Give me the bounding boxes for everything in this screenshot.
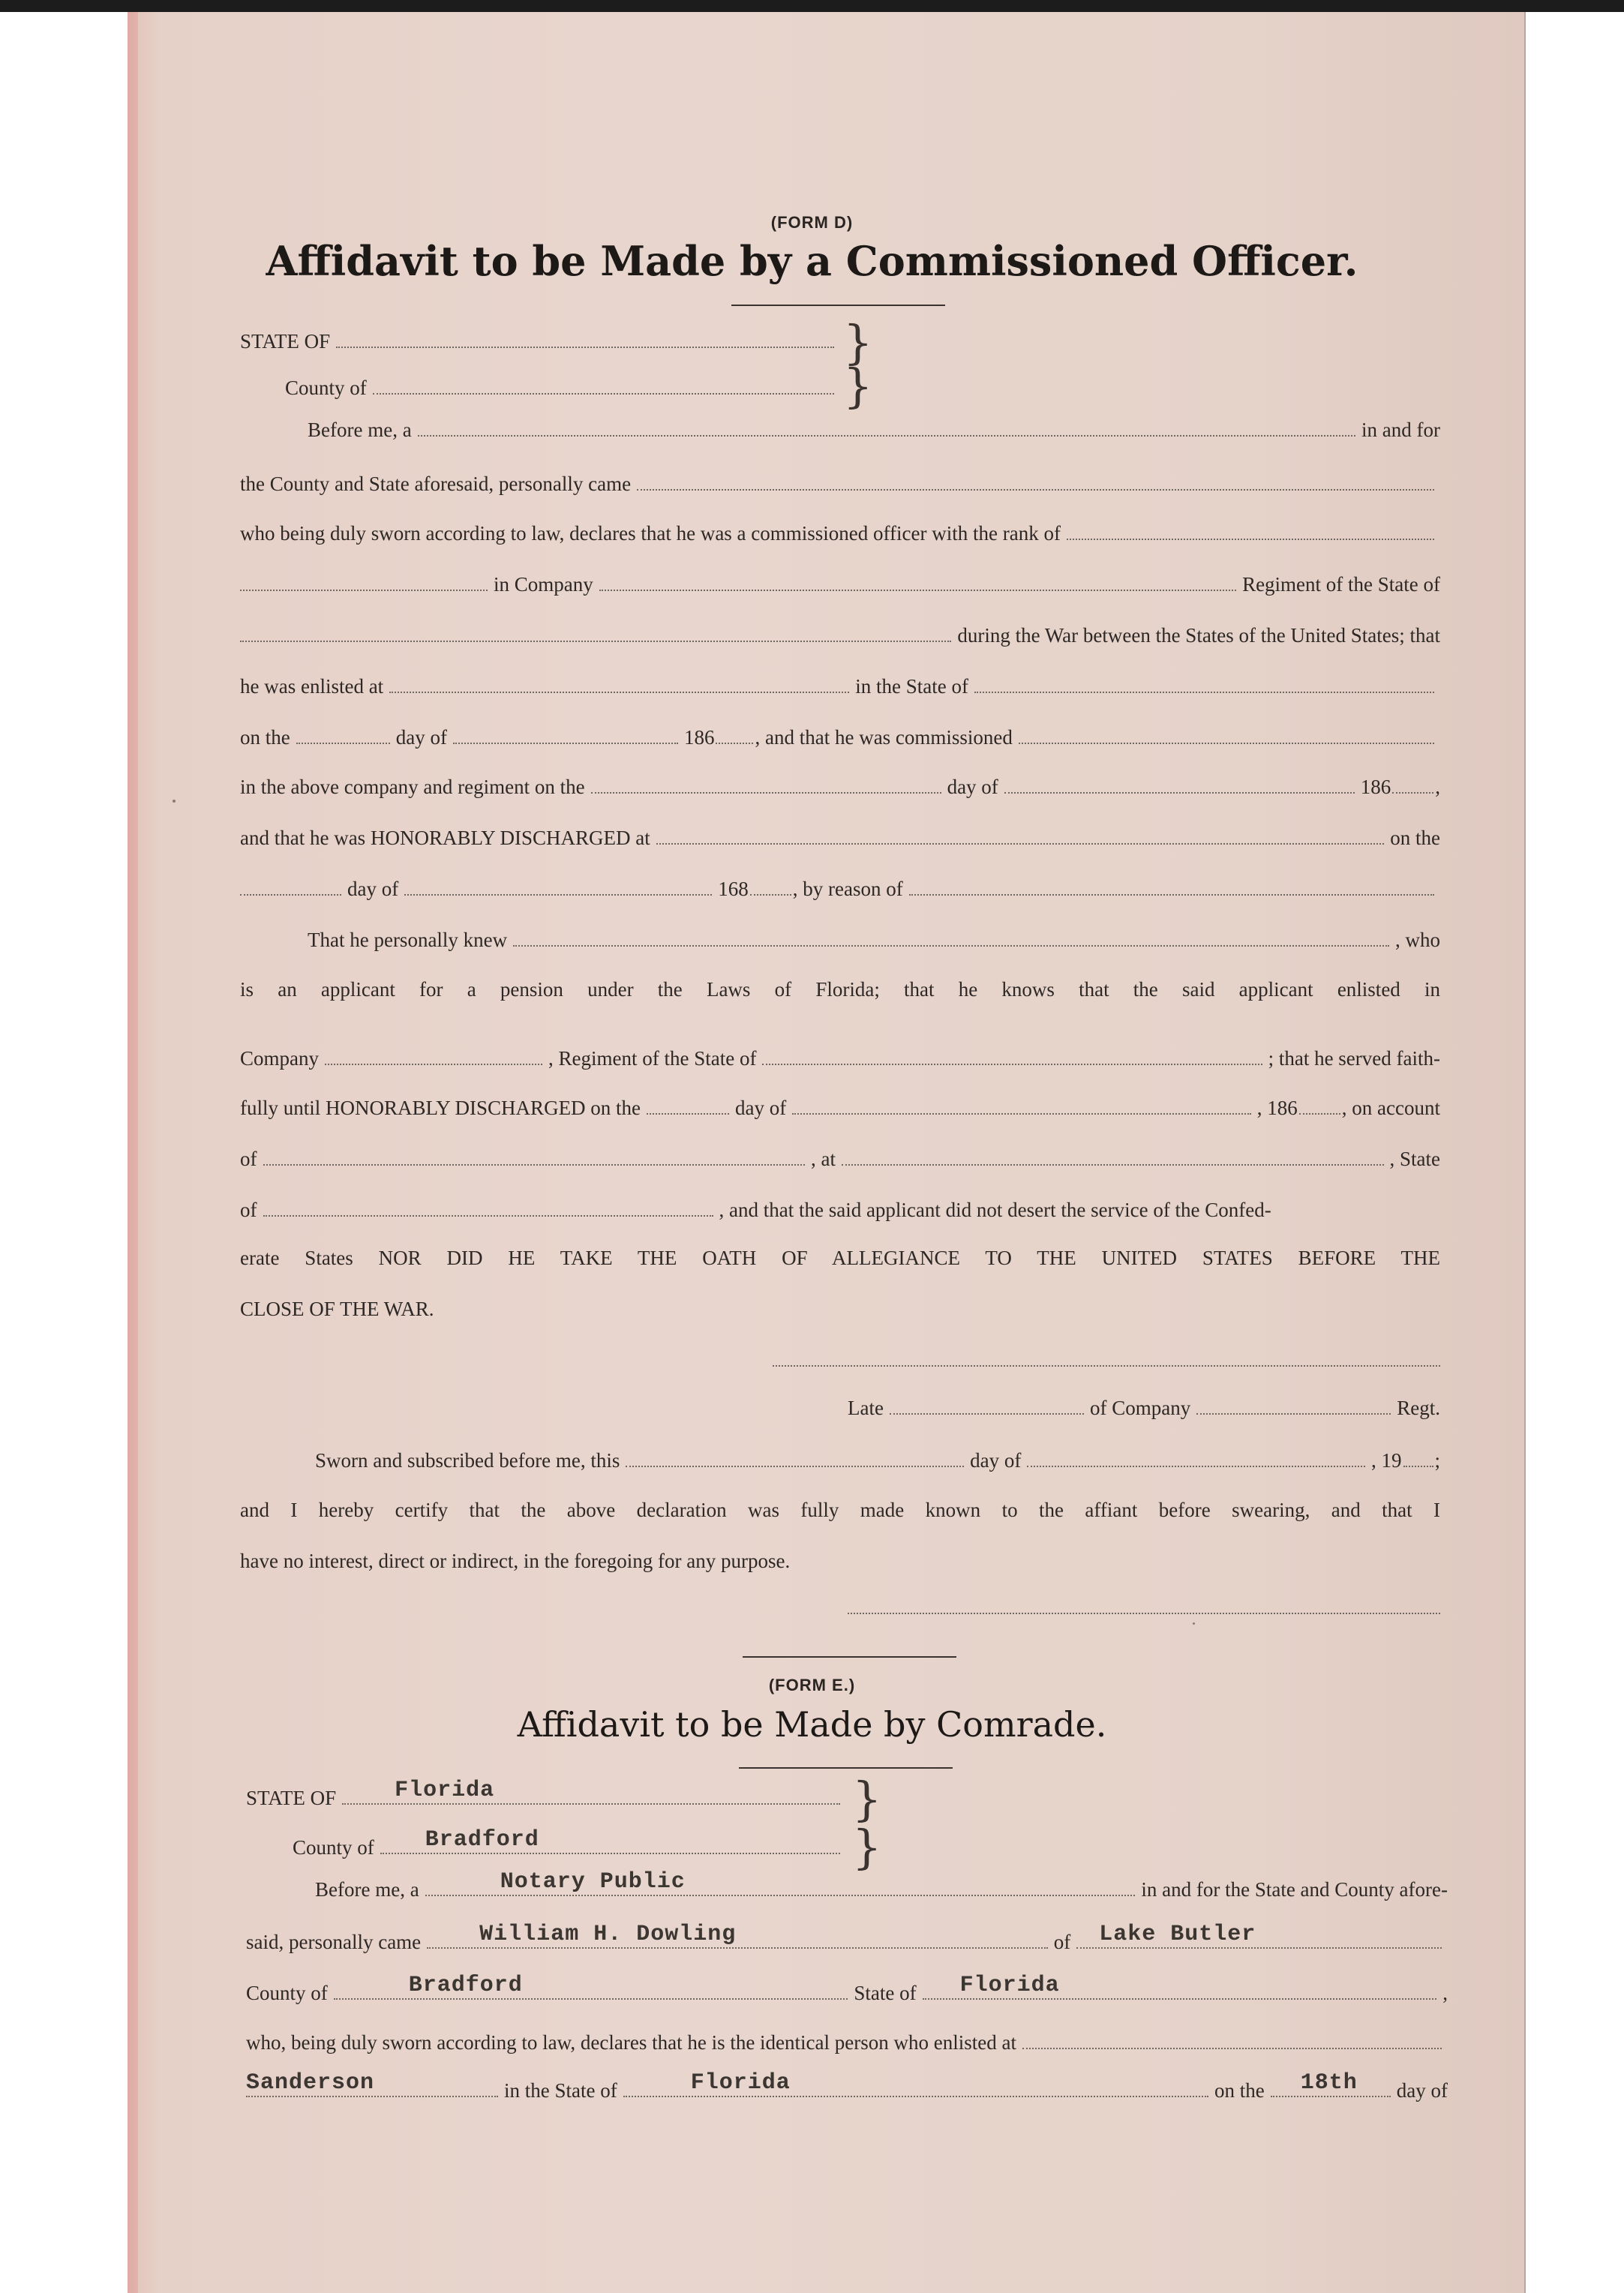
company-prefix-field[interactable]: [240, 572, 488, 591]
oath-text: erate States NOR DID HE TAKE THE OATH OF ALLEGIANCE TO THE UNITED STATES BEFORE THE: [240, 1247, 1440, 1269]
applicant-company-line: Company , Regiment of the State of ; that he served faith-: [240, 1047, 1440, 1070]
comrade-came-line: said, personally came William H. Dowling of Lake Butler: [246, 1929, 1448, 1959]
comrade-county-field[interactable]: Bradford: [380, 1835, 840, 1854]
year-field[interactable]: [716, 725, 753, 744]
applicant-discharge-day-field[interactable]: [647, 1095, 729, 1115]
state-field[interactable]: [336, 329, 834, 348]
fully-until-line: fully until HONORABLY DISCHARGED on the day of , 186 , on account: [240, 1097, 1440, 1119]
form-d-label: (FORM D): [770, 213, 854, 232]
comrade-state2-field[interactable]: Florida: [923, 1980, 1437, 2000]
paper-speck: [173, 800, 176, 803]
comrade-before-me-line: Before me, a Notary Public in and for the State and County afore-: [315, 1869, 1448, 1901]
title-underline: [731, 305, 945, 306]
county-field[interactable]: [373, 375, 834, 395]
enlisted-state-field[interactable]: [974, 674, 1434, 693]
county-of-line: County of: [285, 375, 840, 405]
comrade-state-line: STATE OF Florida: [246, 1785, 846, 1815]
close-of-war-text: CLOSE OF THE WAR.: [240, 1298, 434, 1320]
paper-edge-stain: [128, 12, 138, 2293]
late-rank-field[interactable]: [890, 1395, 1084, 1415]
company-line: in Company Regiment of the State of: [240, 572, 1440, 602]
officer-title-field[interactable]: [418, 417, 1355, 437]
discharge-year-field[interactable]: [750, 876, 791, 896]
officer-signature-field[interactable]: [848, 1613, 1440, 1614]
enlist-day-field[interactable]: 18th: [1271, 2078, 1391, 2097]
scan-top-border: [0, 0, 1624, 12]
day-field[interactable]: [296, 725, 390, 744]
applicant-state-field[interactable]: [762, 1046, 1262, 1065]
company-field[interactable]: [599, 572, 1236, 591]
applicant-text: is an applicant for a pension under the Laws of Florida; that he knows that the said applicant enlisted in: [240, 978, 1440, 1001]
state-of-line: STATE OF: [240, 329, 840, 359]
late-line: Late of Company Regt.: [848, 1397, 1440, 1419]
bracket: }: [852, 1772, 882, 1826]
section-divider: [743, 1656, 956, 1658]
late-company-field[interactable]: [1196, 1395, 1391, 1415]
comrade-county-state-line: County of Bradford State of Florida ,: [246, 1973, 1448, 2004]
commission-field[interactable]: [1019, 725, 1434, 744]
bracket: }: [843, 315, 873, 370]
commission-date-line: on the day of 186 , and that he was commissioned: [240, 725, 1440, 755]
sworn-year-field[interactable]: [1403, 1448, 1433, 1467]
comrade-county2-field[interactable]: Bradford: [334, 1980, 848, 2000]
discharge-date-line: day of 168 , by reason of: [240, 876, 1440, 906]
form-d-title: Affidavit to be Made by a Commissioned Officer.: [266, 237, 1358, 285]
comrade-name-field[interactable]: William H. Dowling: [427, 1929, 1048, 1949]
certify-text: and I hereby certify that the above declaration was fully made known to the affiant before swearing, and that I: [240, 1499, 1440, 1521]
applicant-discharge-month-field[interactable]: [792, 1095, 1251, 1115]
paper-speck: [1193, 1622, 1195, 1625]
on-account-line: of , at , State: [240, 1148, 1440, 1170]
during-war-line: during the War between the States of the United States; that: [240, 623, 1440, 653]
discharged-at-line: and that he was HONORABLY DISCHARGED at on the: [240, 827, 1440, 849]
comrade-sworn-line: who, being duly sworn according to law, declares that he is the identical person who enlisted at: [246, 2030, 1448, 2060]
desert-line: of , and that the said applicant did not desert the service of the Confed-: [240, 1199, 1271, 1221]
bracket: }: [852, 1820, 882, 1874]
discharge-at-field[interactable]: [842, 1146, 1384, 1166]
enlisted-place-field[interactable]: [389, 674, 849, 693]
form-e-title: Affidavit to be Made by Comrade.: [517, 1704, 1107, 1745]
bracket: }: [843, 359, 873, 413]
affiant-signature-field[interactable]: [773, 1365, 1440, 1367]
applicant-name-field[interactable]: [513, 927, 1389, 947]
discharge-day-field[interactable]: [240, 876, 341, 896]
sworn-line: Sworn and subscribed before me, this day of , 19 ;: [315, 1449, 1441, 1472]
enlist-place-field[interactable]: Sanderson: [246, 2078, 498, 2097]
notary-field[interactable]: Notary Public: [425, 1877, 1136, 1896]
commission-year-field[interactable]: [1392, 774, 1433, 794]
state-regiment-field[interactable]: [240, 623, 951, 642]
comrade-residence-field[interactable]: Lake Butler: [1076, 1929, 1442, 1949]
discharge-place-field[interactable]: [656, 825, 1385, 845]
enlisted-at-field[interactable]: [1022, 2030, 1442, 2049]
applicant-discharge-year-field[interactable]: [1299, 1095, 1340, 1115]
form-e-label: (FORM E.): [768, 1676, 856, 1694]
account-field[interactable]: [263, 1146, 806, 1166]
commission-month-field[interactable]: [1004, 774, 1355, 794]
sworn-month-field[interactable]: [1027, 1448, 1365, 1467]
interest-text: have no interest, direct or indirect, in the foregoing for any purpose.: [240, 1550, 791, 1572]
above-company-line: in the above company and regiment on the day of 186 ,: [240, 776, 1440, 798]
comrade-state-field[interactable]: Florida: [342, 1785, 840, 1805]
discharge-month-field[interactable]: [404, 876, 712, 896]
sworn-day-field[interactable]: [626, 1448, 964, 1467]
personally-came-line: the County and State aforesaid, personally came: [240, 471, 1440, 501]
before-me-line: Before me, a in and for: [308, 419, 1440, 441]
comrade-enlist-line: Sanderson in the State of Florida on the 18th day of: [246, 2070, 1448, 2102]
rank-field[interactable]: [1067, 521, 1434, 540]
commission-day-field[interactable]: [591, 774, 941, 794]
reason-field[interactable]: [909, 876, 1434, 896]
personally-knew-line: That he personally knew , who: [308, 929, 1440, 951]
title-underline: [739, 1767, 953, 1769]
state-name-field[interactable]: [263, 1197, 713, 1217]
enlist-state-field[interactable]: Florida: [623, 2078, 1208, 2097]
officer-name-field[interactable]: [637, 471, 1434, 491]
comrade-county-line: County of Bradford: [293, 1835, 846, 1865]
applicant-company-field[interactable]: [325, 1046, 542, 1065]
rank-line: who being duly sworn according to law, declares that he was a commissioned officer with the rank of: [240, 521, 1440, 551]
month-field[interactable]: [453, 725, 678, 744]
enlisted-at-line: he was enlisted at in the State of: [240, 674, 1440, 704]
